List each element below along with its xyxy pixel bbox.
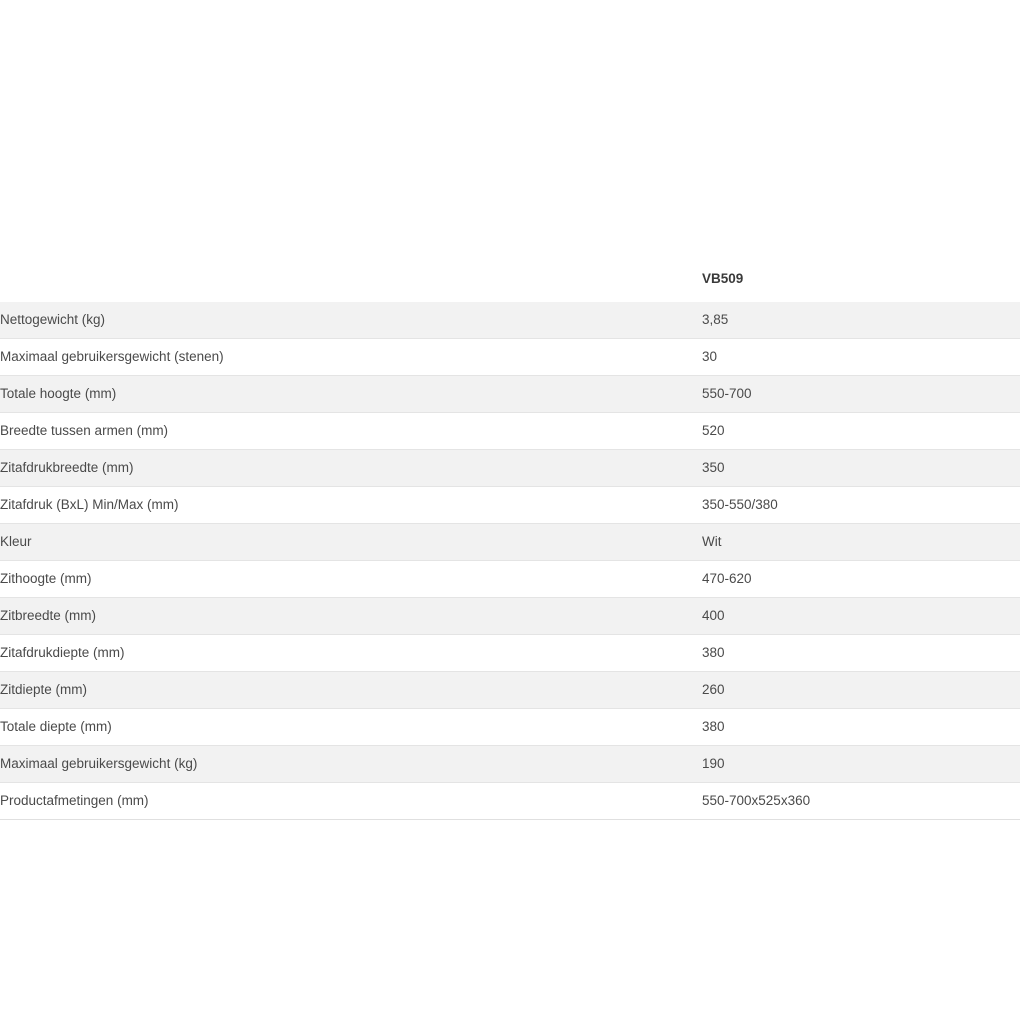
spec-label: Maximaal gebruikersgewicht (kg) <box>0 746 690 783</box>
table-row <box>0 672 1020 709</box>
spec-value: 350-550/380 <box>690 487 1020 524</box>
spec-label: Zitafdrukbreedte (mm) <box>0 450 690 487</box>
spec-label: Zitafdrukdiepte (mm) <box>0 635 690 672</box>
table-row <box>0 635 1020 672</box>
spec-label: Breedte tussen armen (mm) <box>0 413 690 450</box>
spec-value: 260 <box>690 672 1020 709</box>
table-row <box>0 746 1020 783</box>
table-row <box>0 561 1020 598</box>
spec-value: 380 <box>690 635 1020 672</box>
spec-label: Kleur <box>0 524 690 561</box>
table-row <box>0 524 1020 561</box>
spec-value: 470-620 <box>690 561 1020 598</box>
table-row <box>0 339 1020 376</box>
table-row <box>0 709 1020 746</box>
table-body <box>0 302 1020 820</box>
spec-value: 550-700 <box>690 376 1020 413</box>
spec-label: Zitafdruk (BxL) Min/Max (mm) <box>0 487 690 524</box>
spec-value: 550-700x525x360 <box>690 783 1020 820</box>
table-row <box>0 783 1020 820</box>
spec-value: 30 <box>690 339 1020 376</box>
spec-value: 380 <box>690 709 1020 746</box>
spec-value: 400 <box>690 598 1020 635</box>
spec-value: 520 <box>690 413 1020 450</box>
table-row <box>0 302 1020 339</box>
specification-table-container <box>0 258 1020 820</box>
table-row <box>0 450 1020 487</box>
spec-value: 190 <box>690 746 1020 783</box>
column-header-label <box>0 258 690 302</box>
spec-label: Productafmetingen (mm) <box>0 783 690 820</box>
table-header <box>0 258 1020 302</box>
spec-label: Zitdiepte (mm) <box>0 672 690 709</box>
spec-value: 3,85 <box>690 302 1020 339</box>
table-row <box>0 376 1020 413</box>
spec-label: Totale diepte (mm) <box>0 709 690 746</box>
table-row <box>0 598 1020 635</box>
spec-label: Zitbreedte (mm) <box>0 598 690 635</box>
column-header-model: VB509 <box>690 258 1020 302</box>
spec-label: Totale hoogte (mm) <box>0 376 690 413</box>
table-row <box>0 487 1020 524</box>
spec-label: Zithoogte (mm) <box>0 561 690 598</box>
spec-label: Nettogewicht (kg) <box>0 302 690 339</box>
specification-table <box>0 258 1020 820</box>
table-row <box>0 413 1020 450</box>
spec-label: Maximaal gebruikersgewicht (stenen) <box>0 339 690 376</box>
spec-value: Wit <box>690 524 1020 561</box>
table-header-row <box>0 258 1020 302</box>
spec-value: 350 <box>690 450 1020 487</box>
